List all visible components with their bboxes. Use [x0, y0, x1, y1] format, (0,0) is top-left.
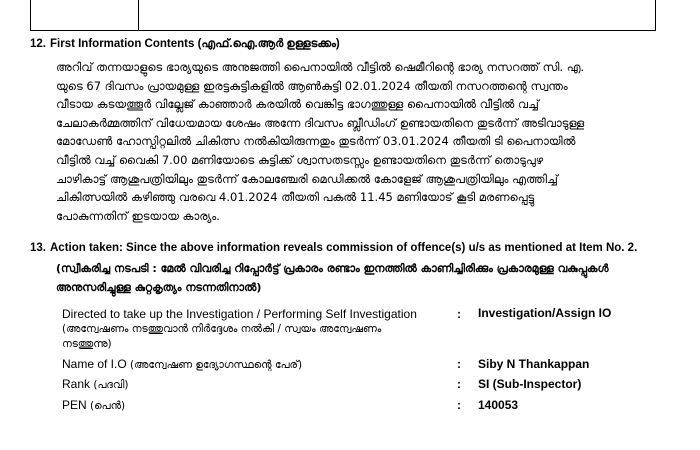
io-name-label-malayalam: (അന്വേഷണ ഉദ്യോഗസ്ഥന്റെ പേര്) [130, 359, 303, 371]
io-name-colon: : [457, 357, 461, 371]
directed-label-english: Directed to take up the Investigation / Performing Self Investigation [62, 307, 417, 321]
pen-label [62, 398, 125, 414]
rank-label-malayalam: (പദവി) [93, 379, 129, 391]
rank-label [62, 377, 129, 393]
io-name-value: Siby N Thankappan [478, 357, 590, 371]
directed-label [62, 307, 417, 352]
section-12-title: First Information Contents (എഫ്.ഐ.ആർ ഉള്ളടക്കം) [50, 38, 340, 50]
pen-colon: : [457, 398, 461, 412]
pen-label-english: PEN [62, 398, 87, 412]
section-13-malayalam-line-1: (സ്വീകരിച്ച നടപടി : മേൽ വിവരിച്ച റിപ്പോർട്ട് പ്രകാരം രണ്ടാം ഇനത്തിൽ കാണിച്ചിരിക്കും പ്രകാരമുള്ള വകുപ്പുകൾ [56, 262, 609, 275]
section-13-number: 13. [30, 242, 46, 254]
paragraph-line: വീടായ കടയത്തൂർ വില്ലേജ് കാഞ്ഞാർ കരയിൽ വെങ്കിട്ട ഭാഗത്തുള്ള പൈനായിൽ വീട്ടിൽ വച്ച് [56, 97, 539, 112]
directed-value: Investigation/Assign IO [478, 306, 612, 320]
previous-table-fragment [30, 0, 656, 31]
directed-label-malayalam-2: നടത്തുന്നു) [62, 338, 112, 350]
pen-label-malayalam: (പെൻ) [90, 400, 126, 412]
paragraph-line: മോഡേൺ ഹോസ്പിറ്റലിൽ ചികിത്സ നൽകിയിരുന്നതും തുടർന്ന് 03.01.2024 തീയതി ടി പൈനായിൽ [56, 134, 576, 149]
directed-label-malayalam-1: (അന്വേഷണം നടത്തുവാൻ നിർദ്ദേശം നൽകി / സ്വയം അന്വേഷണം [62, 323, 382, 335]
io-name-label [62, 357, 302, 373]
rank-label-english: Rank [62, 377, 91, 391]
section-13-heading [30, 242, 637, 254]
section-12-number: 12. [30, 38, 46, 50]
section-12-heading [30, 38, 340, 51]
first-information-paragraph [56, 58, 656, 225]
paragraph-line: ചാഴികാട്ട് ആശുപത്രിയിലും തുടർന്ന് കോലഞ്ചേരി മെഡിക്കൽ കോളേജ് ആശുപത്രിയിലും എത്തിച്ച് [56, 171, 558, 186]
paragraph-line: ചികിത്സയിൽ കഴിഞ്ഞു വരവെ 4.01.2024 തീയതി പകൽ 11.45 മണിയോട് കൂടി മരണപ്പെട്ടു [56, 190, 535, 205]
paragraph-line: ചേലാകർമ്മത്തിന് വിധേയമായ ശേഷം അന്നേ ദിവസം ബ്ലീഡിംഗ് ഉണ്ടായതിനെ തുടർന്ന് അടിവാടുള്ള [56, 115, 585, 130]
io-name-label-english: Name of I.O [62, 357, 127, 371]
paragraph-line: പോകുന്നതിന് ഇടയായ കാര്യം. [56, 208, 220, 223]
paragraph-line: വീട്ടിൽ വച്ച് വൈകി 7.00 മണിയോടെ കുട്ടിക്ക് ശ്വാസതടസ്സം ഉണ്ടായതിനെ തുടർന്ന് തൊടുപുഴ [56, 152, 544, 167]
paragraph-line: അറിവ് തന്നയാളുടെ ഭാര്യയുടെ അനുജത്തി പൈനായിൽ വീട്ടിൽ ഷെമീറിന്റെ ഭാര്യ നസറത്ത് സി. എ. [56, 60, 585, 74]
section-13-malayalam-line-2: അനുസരിച്ചുള്ള കുറ്റകൃത്യം നടന്നതിനാൽ) [56, 281, 262, 294]
directed-colon: : [457, 307, 461, 321]
paragraph-line: യുടെ 67 ദിവസം പ്രായമുള്ള ഇരട്ടകുട്ടികളിൽ ആൺകുട്ടി 02.01.2024 തീയതി നസറത്തന്റെ സ്വന്തം [56, 78, 568, 93]
rank-value: SI (Sub-Inspector) [478, 377, 582, 391]
table-cell-divider [138, 0, 139, 30]
section-13-title: Action taken: Since the above information reveals commission of offence(s) u/s as mentioned at Item No. 2. [50, 242, 638, 254]
rank-colon: : [457, 377, 461, 391]
pen-value: 140053 [478, 398, 519, 412]
